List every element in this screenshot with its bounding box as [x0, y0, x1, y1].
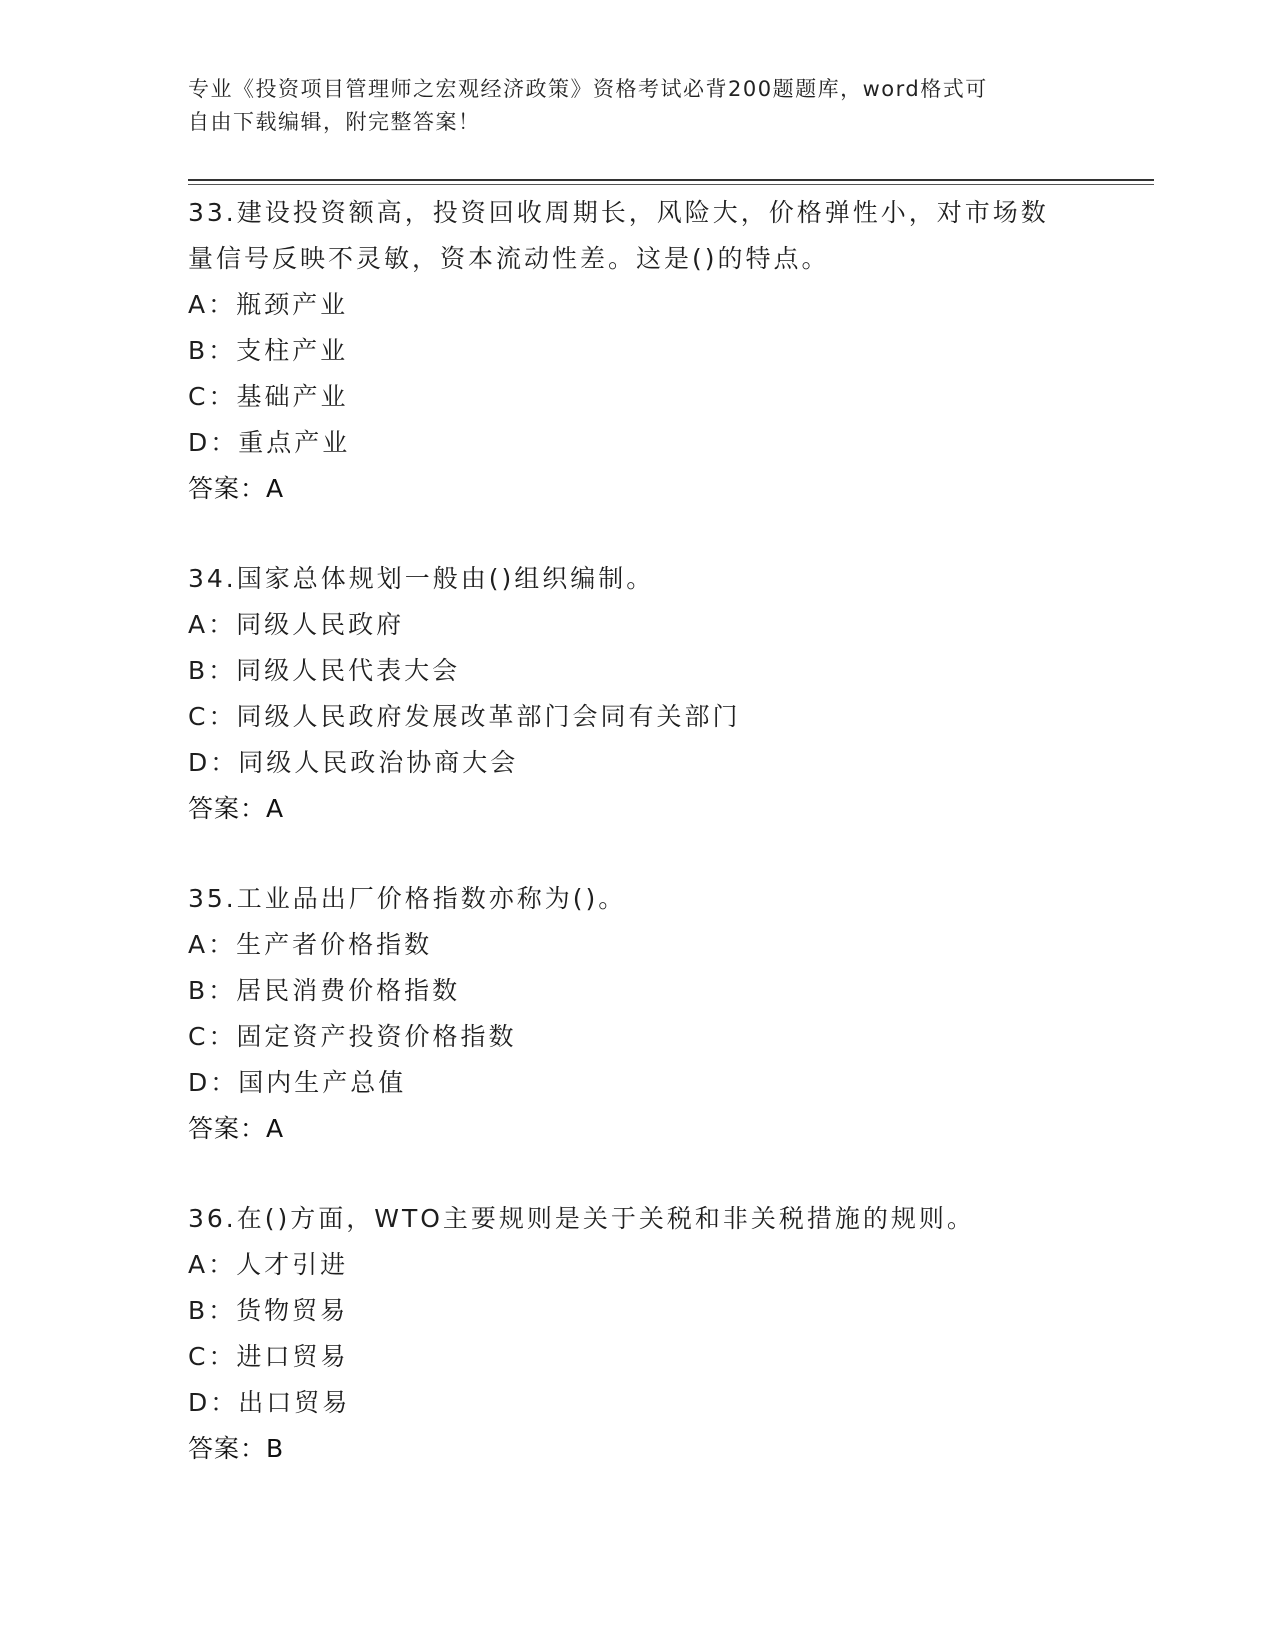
answer-label: 答案： [188, 1434, 267, 1463]
answer-label: 答案： [188, 794, 267, 823]
option-a: A：瓶颈产业 [188, 290, 349, 319]
answer-value: A [266, 474, 285, 503]
question-33 [188, 190, 1088, 512]
question-gap [188, 1152, 1088, 1196]
question-34 [188, 556, 1088, 832]
answer-line [188, 786, 1088, 832]
option-d: D：同级人民政治协商大会 [188, 748, 519, 777]
document-header [188, 73, 1088, 139]
question-list [188, 190, 1088, 1472]
option-c: C：进口贸易 [188, 1342, 349, 1371]
option-d: D：国内生产总值 [188, 1068, 407, 1097]
option-b: B：居民消费价格指数 [188, 976, 461, 1005]
answer-value: A [266, 794, 285, 823]
option-c: C：基础产业 [188, 382, 349, 411]
question-gap [188, 512, 1088, 556]
option-a: A：人才引进 [188, 1250, 349, 1279]
question-36 [188, 1196, 1088, 1472]
question-stem: 35.工业品出厂价格指数亦称为()。 [188, 884, 627, 913]
answer-value: A [266, 1114, 285, 1143]
answer-line [188, 466, 1088, 512]
option-b: B：货物贸易 [188, 1296, 349, 1325]
option-a: A：生产者价格指数 [188, 930, 433, 959]
question-stem: 33.建设投资额高，投资回收周期长，风险大，价格弹性小，对市场数 [188, 198, 1049, 227]
option-d: D：出口贸易 [188, 1388, 351, 1417]
answer-value: B [266, 1434, 285, 1463]
answer-label: 答案： [188, 474, 267, 503]
answer-line [188, 1106, 1088, 1152]
option-b: B：支柱产业 [188, 336, 349, 365]
question-35 [188, 876, 1088, 1152]
option-c: C：同级人民政府发展改革部门会同有关部门 [188, 702, 741, 731]
header-line-2: 自由下载编辑，附完整答案！ [188, 110, 481, 134]
option-b: B：同级人民代表大会 [188, 656, 461, 685]
answer-line [188, 1426, 1088, 1472]
question-stem: 36.在()方面，WTO主要规则是关于关税和非关税措施的规则。 [188, 1204, 975, 1233]
option-a: A：同级人民政府 [188, 610, 405, 639]
header-divider-thin [188, 184, 1154, 185]
option-d: D：重点产业 [188, 428, 351, 457]
option-c: C：固定资产投资价格指数 [188, 1022, 517, 1051]
question-stem-continued: 量信号反映不灵敏，资本流动性差。这是()的特点。 [188, 244, 830, 273]
question-stem: 34.国家总体规划一般由()组织编制。 [188, 564, 655, 593]
question-gap [188, 832, 1088, 876]
answer-label: 答案： [188, 1114, 267, 1143]
header-divider-thick [188, 179, 1154, 181]
header-line-1: 专业《投资项目管理师之宏观经济政策》资格考试必背200题题库，word格式可 [188, 77, 988, 101]
